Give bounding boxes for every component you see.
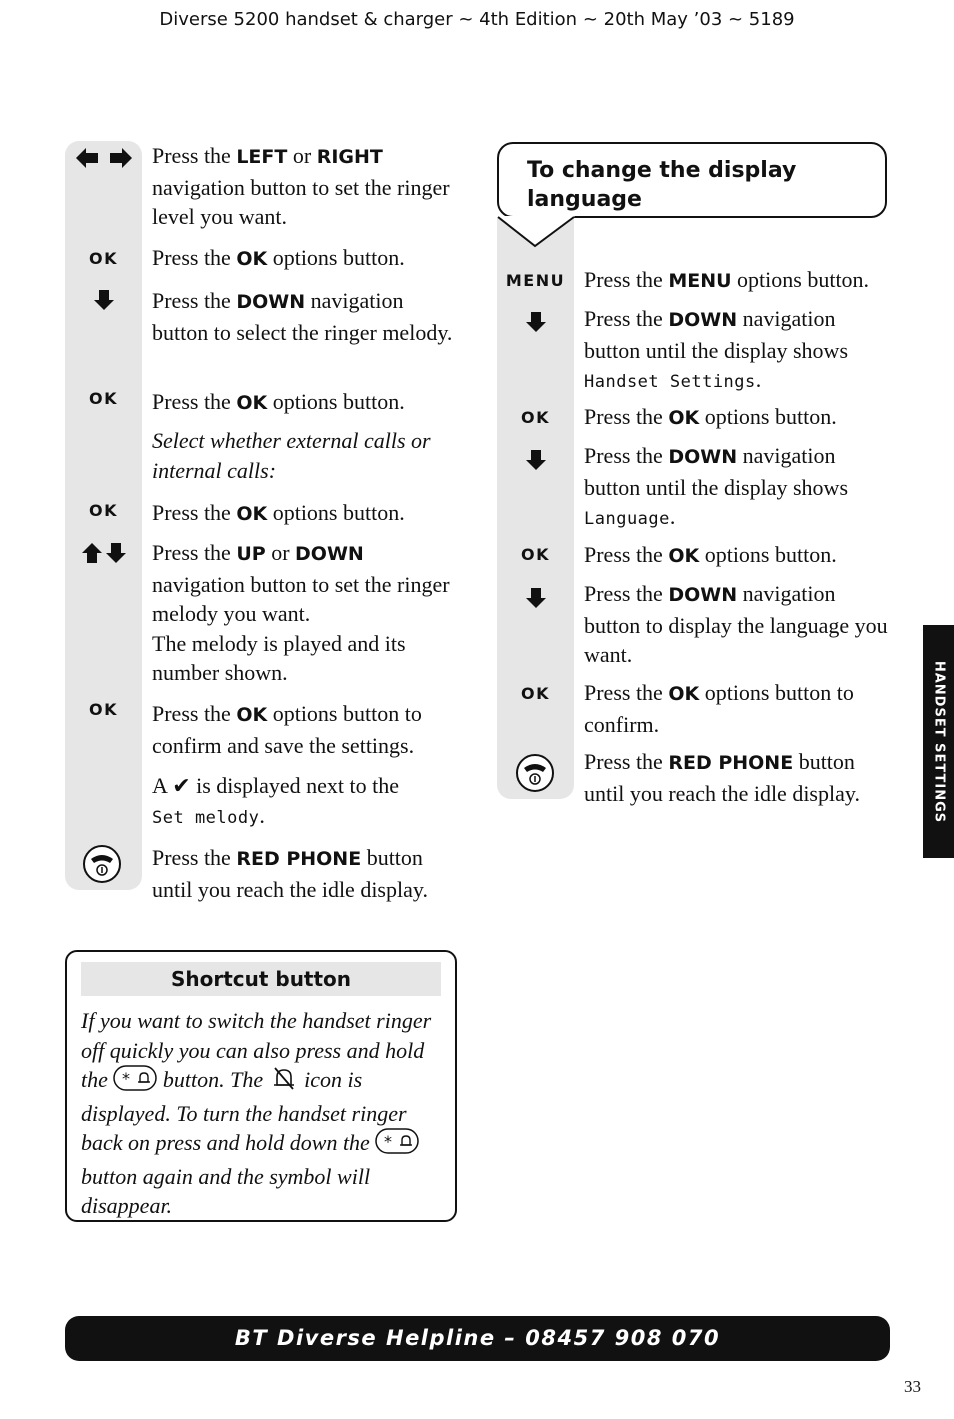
helpline-bar: BT Diverse Helpline – 08457 908 070 bbox=[65, 1316, 890, 1361]
up-down-arrows-icon bbox=[65, 541, 142, 565]
step-ok-2: Press the OK options button. bbox=[152, 389, 405, 414]
ok-key-label: OK bbox=[89, 699, 118, 719]
step-down-display-language: Press the DOWN navigation button to display the language you want. bbox=[584, 581, 888, 667]
section-title-box bbox=[497, 142, 887, 218]
red-phone-icon bbox=[514, 752, 556, 794]
step-menu: Press the MENU options button. bbox=[584, 267, 870, 292]
shortcut-text: If you want to switch the handset ringer off quickly you can also press and hold the * button. The icon is displayed. To turn the handset ringer back on press and hold down the * button again and the symbol will disappear. bbox=[81, 1008, 432, 1219]
section-title: To change the display language bbox=[527, 158, 797, 212]
step-red-phone-r: Press the RED PHONE button until you reach the idle display. bbox=[584, 749, 860, 806]
step-ok-confirm: Press the OK options button to confirm. bbox=[584, 680, 854, 737]
ok-key-label: OK bbox=[89, 248, 118, 268]
step-set-melody: Press the UP or DOWN navigation button to set the ringer melody you want. The melody is played and its number shown. bbox=[152, 540, 450, 685]
ok-key-label: OK bbox=[521, 683, 550, 703]
shortcut-box bbox=[65, 950, 457, 1222]
menu-key-label: MENU bbox=[505, 270, 566, 290]
step-ok-1: Press the OK options button. bbox=[152, 245, 405, 270]
step-select-melody: Press the DOWN navigation button to select the ringer melody. bbox=[152, 288, 453, 345]
step-red-phone: Press the RED PHONE button until you reach the idle display. bbox=[152, 845, 428, 902]
ok-key-label: OK bbox=[521, 407, 550, 427]
checkmark-icon: ✔ bbox=[172, 773, 191, 798]
star-bell-key-icon bbox=[375, 1128, 419, 1162]
red-phone-icon bbox=[81, 843, 123, 885]
ok-key-label: OK bbox=[521, 544, 550, 564]
star-bell-key-icon bbox=[113, 1065, 157, 1099]
svg-text:*: * bbox=[122, 1069, 131, 1089]
down-arrow-icon bbox=[497, 310, 574, 334]
ok-key-label: OK bbox=[89, 500, 118, 520]
down-arrow-icon bbox=[497, 586, 574, 610]
down-arrow-icon bbox=[497, 448, 574, 472]
step-confirm-save: Press the OK options button to confirm and save the settings. bbox=[152, 701, 422, 758]
shortcut-title: Shortcut button bbox=[81, 962, 441, 996]
step-ok-r1: Press the OK options button. bbox=[584, 404, 837, 429]
right-icon-panel bbox=[497, 218, 574, 799]
screen-text: Set melody bbox=[152, 807, 260, 828]
left-right-arrows-icon bbox=[75, 146, 133, 170]
page-number: 33 bbox=[904, 1377, 921, 1396]
document-header: Diverse 5200 handset & charger ~ 4th Edition ~ 20th May ’03 ~ 5189 bbox=[159, 9, 795, 30]
step-set-ringer-level: Press the LEFT or RIGHT navigation button to set the ringer level you want. bbox=[152, 143, 450, 229]
screen-text: Handset Settings bbox=[584, 372, 756, 392]
step-check-displayed: A ✔ is displayed next to the Set melody. bbox=[152, 773, 399, 828]
ok-key-label: OK bbox=[89, 388, 118, 408]
ringer-off-icon bbox=[269, 1065, 299, 1099]
note-select-calls: Select whether external calls or internal calls: bbox=[152, 428, 431, 483]
svg-text:*: * bbox=[384, 1132, 393, 1152]
callout-tail bbox=[497, 216, 577, 248]
step-ok-3: Press the OK options button. bbox=[152, 500, 405, 525]
screen-text: Language bbox=[584, 509, 670, 529]
step-down-handset-settings: Press the DOWN navigation button until the display shows Handset Settings. bbox=[584, 306, 848, 392]
step-ok-r2: Press the OK options button. bbox=[584, 542, 837, 567]
step-down-language: Press the DOWN navigation button until the display shows Language. bbox=[584, 443, 848, 529]
section-side-tab: HANDSET SETTINGS bbox=[923, 625, 954, 858]
down-arrow-icon bbox=[65, 288, 142, 312]
